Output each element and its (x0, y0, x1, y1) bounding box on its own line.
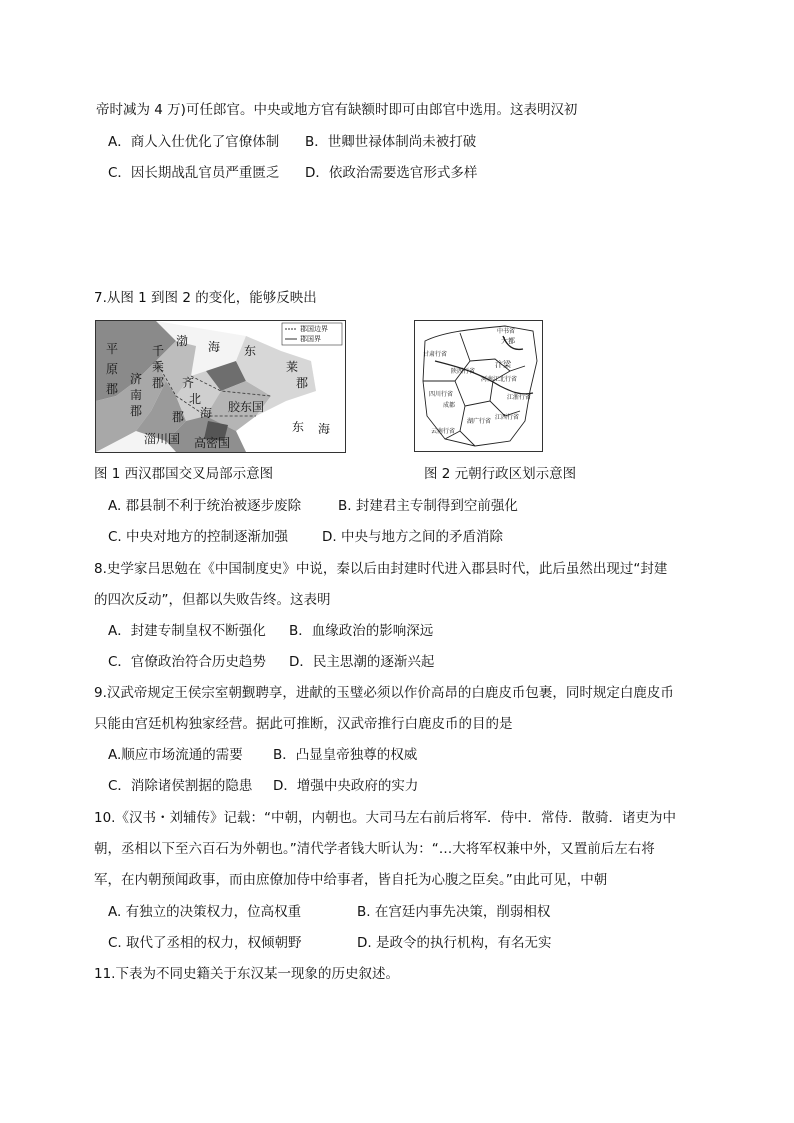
map-label: 郡 (296, 376, 309, 390)
map-label: 原 (106, 362, 119, 376)
legend-label-1: 郡国边界 (300, 325, 328, 333)
q8-option-a: A．封建专制皇权不断强化 (108, 623, 266, 639)
map-label: 汴梁 (495, 360, 511, 369)
map-label: 南 (130, 388, 143, 402)
map-label: 高密国 (194, 436, 231, 450)
q10-option-d: D. 是政令的执行机构，有名无实 (357, 935, 552, 951)
map-label: 东 (292, 420, 305, 434)
legend-label-2: 郡国界 (300, 335, 321, 343)
q9-stem-line-1: 9.汉武帝规定王侯宗室朝觐聘享，进献的玉璧必须以作价高昂的白鹿皮币包裹，同时规定白鹿皮币 (94, 685, 674, 701)
q7-option-c: C. 中央对地方的控制逐渐加强 (108, 529, 289, 545)
q10-stem-line-2: 朝，丞相以下至六百石为外朝也。”清代学者钱大昕认为：“…大将军权兼中外，又置前后左右将 (94, 841, 655, 857)
q9-stem-line-2: 只能由宫廷机构独家经营。据此可推断，汉武帝推行白鹿皮币的目的是 (94, 716, 513, 732)
q6-stem: 帝时减为 4 万)可任郎官。中央或地方官有缺额时即可由郎官中选用。这表明汉初 (96, 102, 578, 118)
map-label: 湖广行省 (467, 418, 492, 425)
map-label: 北 (189, 392, 202, 406)
map-label: 胶东国 (228, 400, 265, 414)
map-label: 中书省 (497, 328, 516, 335)
q9-option-c: C．消除诸侯割据的隐患 (108, 778, 253, 794)
map-label: 济 (130, 372, 143, 386)
map-label: 乘 (152, 360, 165, 374)
map-label: 千 (152, 344, 165, 358)
figure-1-caption: 图 1 西汉郡国交叉局部示意图 (94, 466, 274, 482)
map-label: 莱 (286, 360, 299, 374)
map-label: 淄川国 (144, 432, 181, 446)
q6-option-d: D．依政治需要选官形式多样 (305, 165, 478, 181)
map-label: 郡 (130, 404, 143, 418)
q10-option-a: A. 有独立的决策权力，位高权重 (108, 904, 302, 920)
map-label: 东 (244, 344, 257, 358)
map-label: 河南江北行省 (481, 376, 518, 383)
q10-option-c: C. 取代了丞相的权力，权倾朝野 (108, 935, 302, 951)
map-label: 甘肃行省 (423, 351, 448, 358)
q6-option-c: C．因长期战乱官员严重匮乏 (108, 165, 280, 181)
map-label: 渤 (176, 334, 189, 348)
figure-1-map (95, 320, 346, 453)
q6-option-b: B．世卿世禄体制尚未被打破 (305, 134, 477, 150)
q10-stem-line-3: 军，在内朝预闻政事，而由庶僚加侍中给事者，皆自托为心腹之臣矣。”由此可见，中朝 (94, 872, 608, 888)
q6-option-a: A．商人入仕优化了官僚体制 (108, 134, 280, 150)
map-label: 郡 (152, 376, 165, 390)
q8-option-c: C．官僚政治符合历史趋势 (108, 654, 266, 670)
q10-stem-line-1: 10.《汉书・刘辅传》记载：“中朝，内朝也。大司马左右前后将军．侍中．常侍．散骑．诸吏为中 (94, 810, 676, 826)
map-label: 海 (208, 340, 221, 354)
map-label: 平 (106, 342, 119, 356)
q8-option-d: D．民主思潮的逐渐兴起 (289, 654, 435, 670)
map-label: 齐 (182, 376, 195, 390)
map-label: 云南行省 (431, 428, 456, 435)
map-label: 郡 (106, 382, 119, 396)
figure-2-caption: 图 2 元朝行政区划示意图 (424, 466, 577, 482)
map-label: 郡 (172, 410, 185, 424)
figure-2-map (414, 320, 543, 452)
q10-option-b: B. 在宫廷内事先决策，削弱相权 (357, 904, 551, 920)
q8-stem-line-1: 8.史学家吕思勉在《中国制度史》中说，秦以后由封建时代进入郡县时代，此后虽然出现过“封建 (94, 561, 668, 577)
q7-option-a: A. 郡县制不利于统治被逐步废除 (108, 498, 302, 514)
map-label: 海 (318, 422, 331, 436)
map-label: 四川行省 (429, 391, 454, 398)
map-label: 江浙行省 (507, 394, 532, 401)
q11-stem: 11.下表为不同史籍关于东汉某一现象的历史叙述。 (94, 966, 399, 982)
q8-option-b: B．血缘政治的影响深远 (289, 623, 434, 639)
q7-stem: 7.从图 1 到图 2 的变化，能够反映出 (94, 290, 317, 306)
map-label: 成都 (443, 402, 456, 409)
q9-option-a: A.顺应市场流通的需要 (108, 747, 243, 763)
map-label: 江西行省 (495, 414, 520, 421)
q9-option-d: D．增强中央政府的实力 (273, 778, 419, 794)
yuan-province-map (415, 321, 542, 451)
q8-stem-line-2: 的四次反动”，但都以失败告终。这表明 (94, 592, 331, 608)
han-commandery-map (96, 321, 345, 452)
q7-option-b: B. 封建君主专制得到空前强化 (338, 498, 518, 514)
map-label: 大都 (501, 337, 515, 345)
map-label: 陕西行省 (451, 368, 476, 375)
q7-option-d: D. 中央与地方之间的矛盾消除 (322, 529, 503, 545)
q9-option-b: B．凸显皇帝独尊的权威 (273, 747, 418, 763)
map-label: 海 (200, 406, 213, 420)
